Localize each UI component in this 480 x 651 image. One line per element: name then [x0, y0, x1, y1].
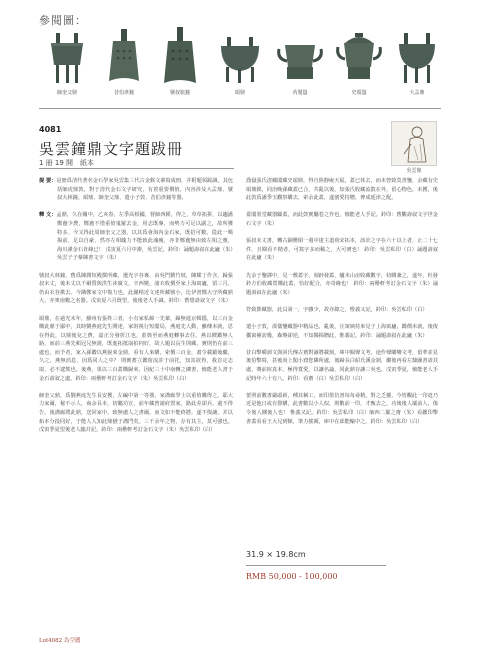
portrait-caption: 吳雲像 [406, 168, 422, 174]
paragraph-transcription: 釋 文：孟鼎，久在關中，乙亥春，左季高相國，督師西陲，得之，草草拓拼，以趨潘鄭盦少農，鄭盦不惜重值鬼羅去金，用志既專，而勢力可足以副之，故所獲特多。今又得此周師奎父之器，以其爲會海內金石家，既招可數，從此一噶揭前，足以自豪，然亦左相魄力不能致此魂瘦，亦非鄭盦無由致左相之雅，海川謹金石肯緣已！ 戊寅夏六月中澣，吳雲記，鈐印：誦題壽叙在此廬（朱）吳雲子子摹陳書文字（朱） [39, 212, 233, 262]
paragraph-inscription: 張叔未丈書，轉古銅罍閉一週中逢主道荷宋拓本，該計之字在六十以上者，止二十七件，且閱看不精者，可寫字多而稀之，大可實也！ 鈐印：吳雲私印（白）誦題壽叙在此廬（朱） [246, 238, 438, 262]
paragraph-inscription: 師奎父鼎，爲劉燕庭先生長安獲，左編中第一等器，家溝廊學士以重值購得之，耶大力家爾，秘不示人，商余長本，切屬功宣，前年藏曾諸府置家，路此差卻兵，還不得告，後溝廊將此鼎，送回家中，致無慮人之書爾，而文如不能終將，遂不復讓，并以拓本分投同好，于能人人知此鼎猶于溝門矣。三千余年之物，存有其主，莫可強也。戊寅季夏望後老人臨并記。鈐印：兩罍軒考訂金石文字（朱）吳雲私印（白） [39, 392, 233, 434]
paragraph-inscription: 臺閣墨堂藏器顧蓋，而此鼓實屬卷之作也，恤能老人手記。鈐印：舊觀壽叙文字世金石文字（朱） [246, 212, 438, 227]
paragraph-inscription: 先余于鑒譯中，見一敷蓋字，刻辟發蓋，爐未山房收藏數字，妨購兼之，遂年，杜發鈐方伯收藏賞購此蓋，恰好配合，亦奇緣也！ 鈐印：兩罍軒考訂金石文字（朱）誦題壽叙在此廬（朱） [246, 272, 438, 296]
paragraph-inscription: 遣小子敦，湊儀鑒藏器中精品也，亂後，汪寓姨持來見于上海寓廬，鑑價未就，後復攜寓補訪幾，森煥卻逆，不知獨揭贈此，惟義記。鈐印：誦題壽叙在此廬（朱） [246, 324, 438, 339]
lot-title: 吳雲鐘鼎文字題跋冊 [39, 140, 184, 158]
reference-caption-7: 大盂鼎 [409, 90, 425, 96]
paragraph-inscription: 符致鄧藏器，此具第一，字雖少，故亦錄之，惟義又記。鈐印：吳雲私印（白） [246, 306, 428, 313]
reference-image-7 [393, 27, 441, 99]
reference-image-3 [157, 27, 203, 99]
section-divider [39, 108, 441, 109]
reference-image-4 [215, 27, 265, 99]
label-summary: 提 要： [39, 178, 57, 184]
header-divider [39, 168, 234, 169]
portrait-figure-image [392, 122, 437, 166]
bronze-bell-image [101, 27, 147, 87]
paragraph-inscription: 昔白擊嚼訓文與回氏傳古齋對讀將載刻，庫中閱聲文考，途作聲闡嘴文考，留華並見後伯擊寫，甚後尚上閣小窟您隣所處，後歸長白紹氏溪金剝，繼後再看左隸圖書壽其處，賽前宿真本，極得賞愛，以讓名論，同此鼎存讓三吳也，戊寅季夏，恤能老人手記時年六十有八。鈐印：看齋（白）吳雲私印（白） [246, 349, 438, 382]
reference-caption-3: 號叔旅鐘 [169, 90, 190, 96]
reference-image-5 [275, 27, 325, 99]
paragraph-inscription: 頌鼎，在過光末年，蘇州有張姓三者，小有家私綿一先輩，歸無進京輯隱，以三百金購此鼎于鄙中，其時劉燕庭先生開達，家財視行短閣局，燕庭先人動，雖傳本就，思在得此，以鼎後兌之費，嘉正分發折江也，蒞典至而燕庭轉事去住，燕以價鑑無人路，而前三燕先頓冠兄無證，既進拓抵崩拍伺好，故人題以長生則藏，實則仍在前三處也，而予者，家入孫鑑以燕貌來金鼎，看有人來購，索價三百金，畫令載鍛後繼，久之，燕無消息，因爲同人之中？ 則實蓄立鑑窗流許于前托，知其欲得，我首定志取，必不逮熊也。後燕，果以三百蓋購歸來，因紀三十中南轉之縷書，恤能老人書于金石壽叙之處。鈐印：兩罍軒考訂金石文字（朱）吳雲私印（白） [39, 315, 233, 382]
bronze-ding-image [393, 27, 441, 87]
dimensions-divider [246, 565, 386, 566]
paragraph-inscription: 喬嶽張氏清藏閣藏史頌鼎，得自陸靜庵天福，蓋已休去，而未曾致莫善鑒，余藏有史頌鼎銘，同治晚孫藏蓋已合，共亂以後，知張氏收藏流散在外，留心物色，未獲，後此敦爲潘季玉觀察購去，索余此蓋，遂割愛持贈，俾成延津之配。 [246, 178, 438, 202]
bronze-ding-image [215, 27, 265, 87]
label-transcription: 釋 文： [39, 212, 57, 219]
reference-image-1 [43, 27, 91, 99]
reference-caption-1: 師奎父鼎 [56, 90, 77, 96]
description-column-right [246, 177, 438, 435]
description-column-left [39, 177, 233, 443]
reference-caption-2: 昔伯彥鐘 [113, 90, 134, 96]
bronze-ding-image [43, 27, 91, 87]
reference-caption-5: 芮餐簋 [292, 90, 308, 96]
reference-heading: 參閱圖： [39, 14, 87, 27]
reference-caption-6: 史頌簋 [351, 90, 367, 96]
footer-lot-reference: Lot4082 為空麗 [39, 638, 81, 644]
paragraph-inscription: 號叔大林鐘，舊爲陳潤短殿撰所藏，遺光宇谷專，由吳門劉竹坡，陳耀丁作含，歸張叔未丈，後未丈以千緡質與洪生沐廣文，辛西變，諸衣收價至家上海寓廬，留三月，仍由衣谷携去。今隣鄭家文中復力也，此鐘稍近文達所藏號小，比伊書鄭大守所藏鼎大，亦衆南數之名器。戊寅夏六月既望，後後老人手識，鈐印：舊覺壽叙文字（朱） [39, 272, 233, 305]
lot-number: 4081 [39, 125, 62, 134]
bronze-gui-image [335, 27, 383, 87]
portrait-image [391, 121, 437, 166]
reference-image-row [39, 27, 441, 99]
paragraph-inscription: 蕾照前數書嚴頭新，種其稱工，而印墨仿書每每尋精，對之乏靈，今皆觀此一印逍乃近是他日或有譽購，此書數以小人似，則數前一印，才甄去之，功後後人壩前人，傷令後人擄後人也！ 惟義又記。鈐印：吳雲私印（白）師西二羅之齋（朱）看鑑印擊書蓋看看王大兄到館，筆力搖厲，庫中在邱能輪中之。鈐印：吳雲私印（白） [246, 392, 438, 425]
reference-image-2 [101, 27, 147, 99]
paragraph-summary: 提 要：是冊爲清代著名金石學家吳雲集三代古金銘文摹寫成冊，并附題領跋識，其包括師虎鼎敦，對于清代金石文字研究，有着重要價值，內容涉及大盂鼎、號叔大林鐘、頌鼎、師奎父鼎、遣小子敦、昔伯彥鐘等器。 [39, 178, 233, 202]
reference-caption-4: 頌鼎 [234, 90, 245, 96]
reference-image-6 [335, 27, 383, 99]
bronze-gui-image [275, 27, 325, 87]
dimensions: 31.9 × 19.8cm [246, 550, 306, 559]
lot-subtitle: 1 冊 19 開 紙本 [39, 159, 95, 167]
bronze-bell-image [157, 27, 203, 87]
estimate-price: RMB 50,000 - 100,000 [246, 572, 338, 581]
